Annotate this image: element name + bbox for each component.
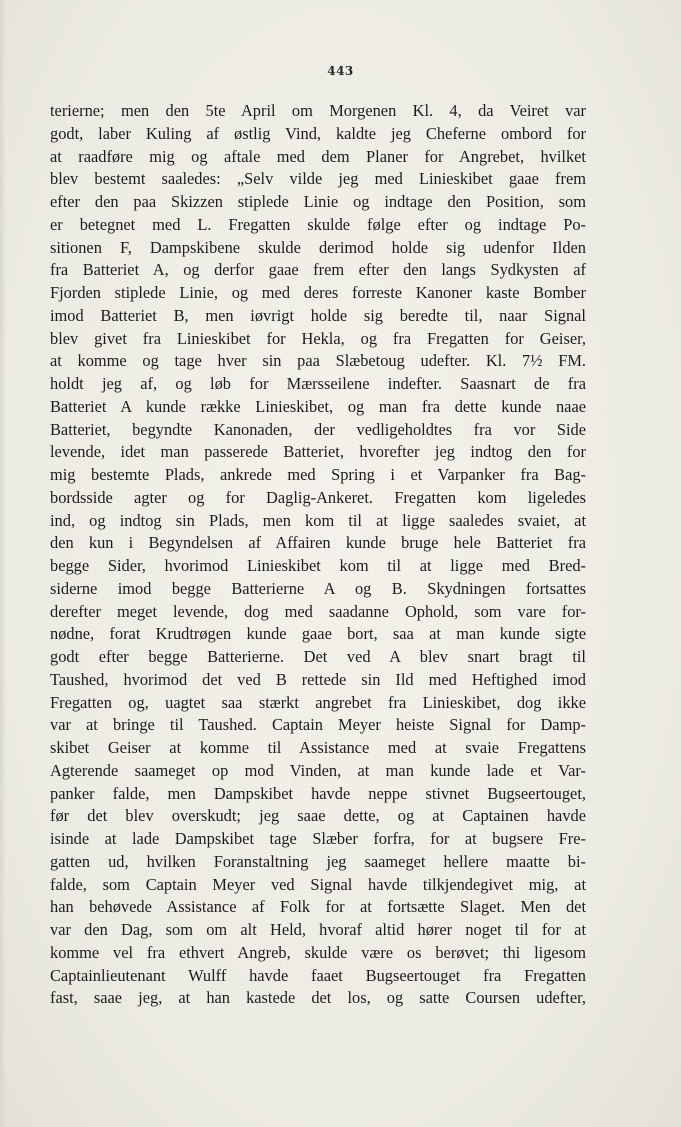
text-line: Fregatten og, uagtet saa stærkt angrebet fra Linieskibet, dog ikke xyxy=(50,692,586,712)
text-line: Batteriet A kunde række Linieskibet, og man fra dette kunde naae xyxy=(50,396,586,416)
text-line: Fjorden stiplede Linie, og med deres forreste Kanoner kaste Bomber xyxy=(50,283,586,302)
text-line: isinde at lade Dampskibet tage Slæber forfra, for at bugsere Fre- xyxy=(50,829,586,848)
text-line: mig bestemte Plads, ankrede med Spring i et Varpanker fra Bag- xyxy=(50,465,586,484)
text-line: komme vel fra ethvert Angreb, skulde være os berøvet; thi ligesom xyxy=(50,942,586,962)
page-gutter-shadow xyxy=(0,0,6,1127)
text-line: begge Sider, hvorimod Linieskibet kom til at ligge med Bred- xyxy=(50,556,586,575)
text-line: den kun i Begyndelsen af Affairen kunde bruge hele Batteriet fra xyxy=(50,533,586,553)
text-line: efter den paa Skizzen stiplede Linie og indtage den Position, som xyxy=(50,192,586,211)
text-line: Batteriet, begyndte Kanonaden, der vedligeholdtes fra vor Side xyxy=(50,419,586,439)
text-line: imod Batteriet B, men iøvrigt holde sig beredte til, naar Signal xyxy=(50,305,586,325)
text-line: var den Dag, som om alt Held, hvoraf altid hører noget til for at xyxy=(50,920,586,939)
text-line: skibet Geiser at komme til Assistance med at svaie Fregattens xyxy=(50,738,586,757)
text-line: panker falde, men Dampskibet havde neppe stivnet Bugseertouget, xyxy=(50,783,586,803)
text-line: fast, saae jeg, at han kastede det los, og satte Coursen udefter, xyxy=(50,988,586,1008)
text-line: Agterende saameget op mod Vinden, at man kunde lade et Var- xyxy=(50,760,586,780)
text-line: terierne; men den 5te April om Morgenen Kl. 4, da Veiret var xyxy=(50,101,586,120)
text-line: er betegnet med L. Fregatten skulde følge efter og indtage Po- xyxy=(50,214,586,234)
text-line: sitionen F, Dampskibene skulde derimod holde sig udenfor Ilden xyxy=(50,237,586,257)
text-line: levende, idet man passerede Batteriet, hvorefter jeg indtog den for xyxy=(50,442,586,462)
text-line: godt, laber Kuling af østlig Vind, kaldte jeg Cheferne ombord for xyxy=(50,123,586,143)
text-line: Taushed, hvorimod det ved B rettede sin Ild med Heftighed imod xyxy=(50,669,586,689)
text-line: at komme og tage hver sin paa Slæbetoug udefter. Kl. 7½ FM. xyxy=(50,351,586,371)
text-line: blev givet fra Linieskibet for Hekla, og fra Fregatten for Geiser, xyxy=(50,328,586,348)
page-number: 443 xyxy=(327,64,354,78)
text-line: derefter meget levende, dog med saadanne Ophold, som vare for- xyxy=(50,601,586,621)
text-line: godt efter begge Batterierne. Det ved A blev snart bragt til xyxy=(50,647,586,666)
text-line: var at bringe til Taushed. Captain Meyer heiste Signal for Damp- xyxy=(50,715,586,735)
text-line: han behøvede Assistance af Folk for at fortsætte Slaget. Men det xyxy=(50,897,586,917)
text-line: falde, som Captain Meyer ved Signal havde tilkjendegivet mig, at xyxy=(50,874,586,894)
text-line: siderne imod begge Batterierne A og B. Skydningen fortsattes xyxy=(50,578,586,598)
text-line: blev bestemt saaledes: „Selv vilde jeg med Linieskibet gaae frem xyxy=(50,169,586,189)
body-text xyxy=(50,100,586,1010)
text-line: nødne, forat Krudtrøgen kunde gaae bort, saa at man kunde sigte xyxy=(50,624,586,644)
text-line: ind, og indtog sin Plads, men kom til at ligge saaledes svaiet, at xyxy=(50,510,586,530)
text-line: holdt jeg af, og løb for Mærsseilene indefter. Saasnart de fra xyxy=(50,374,586,393)
text-line: bordsside agter og for Daglig-Ankeret. Fregatten kom ligeledes xyxy=(50,487,586,507)
text-line: Captainlieutenant Wulff havde faaet Bugseertouget fra Fregatten xyxy=(50,965,586,985)
text-line: gatten ud, hvilken Foranstaltning jeg saameget hellere maatte bi- xyxy=(50,851,586,871)
text-line: at raadføre mig og aftale med dem Planer for Angrebet, hvilket xyxy=(50,146,586,166)
text-line: fra Batteriet A, og derfor gaae frem efter den langs Sydkysten af xyxy=(50,260,586,280)
text-line: før det blev overskudt; jeg saae dette, og at Captainen havde xyxy=(50,806,586,826)
